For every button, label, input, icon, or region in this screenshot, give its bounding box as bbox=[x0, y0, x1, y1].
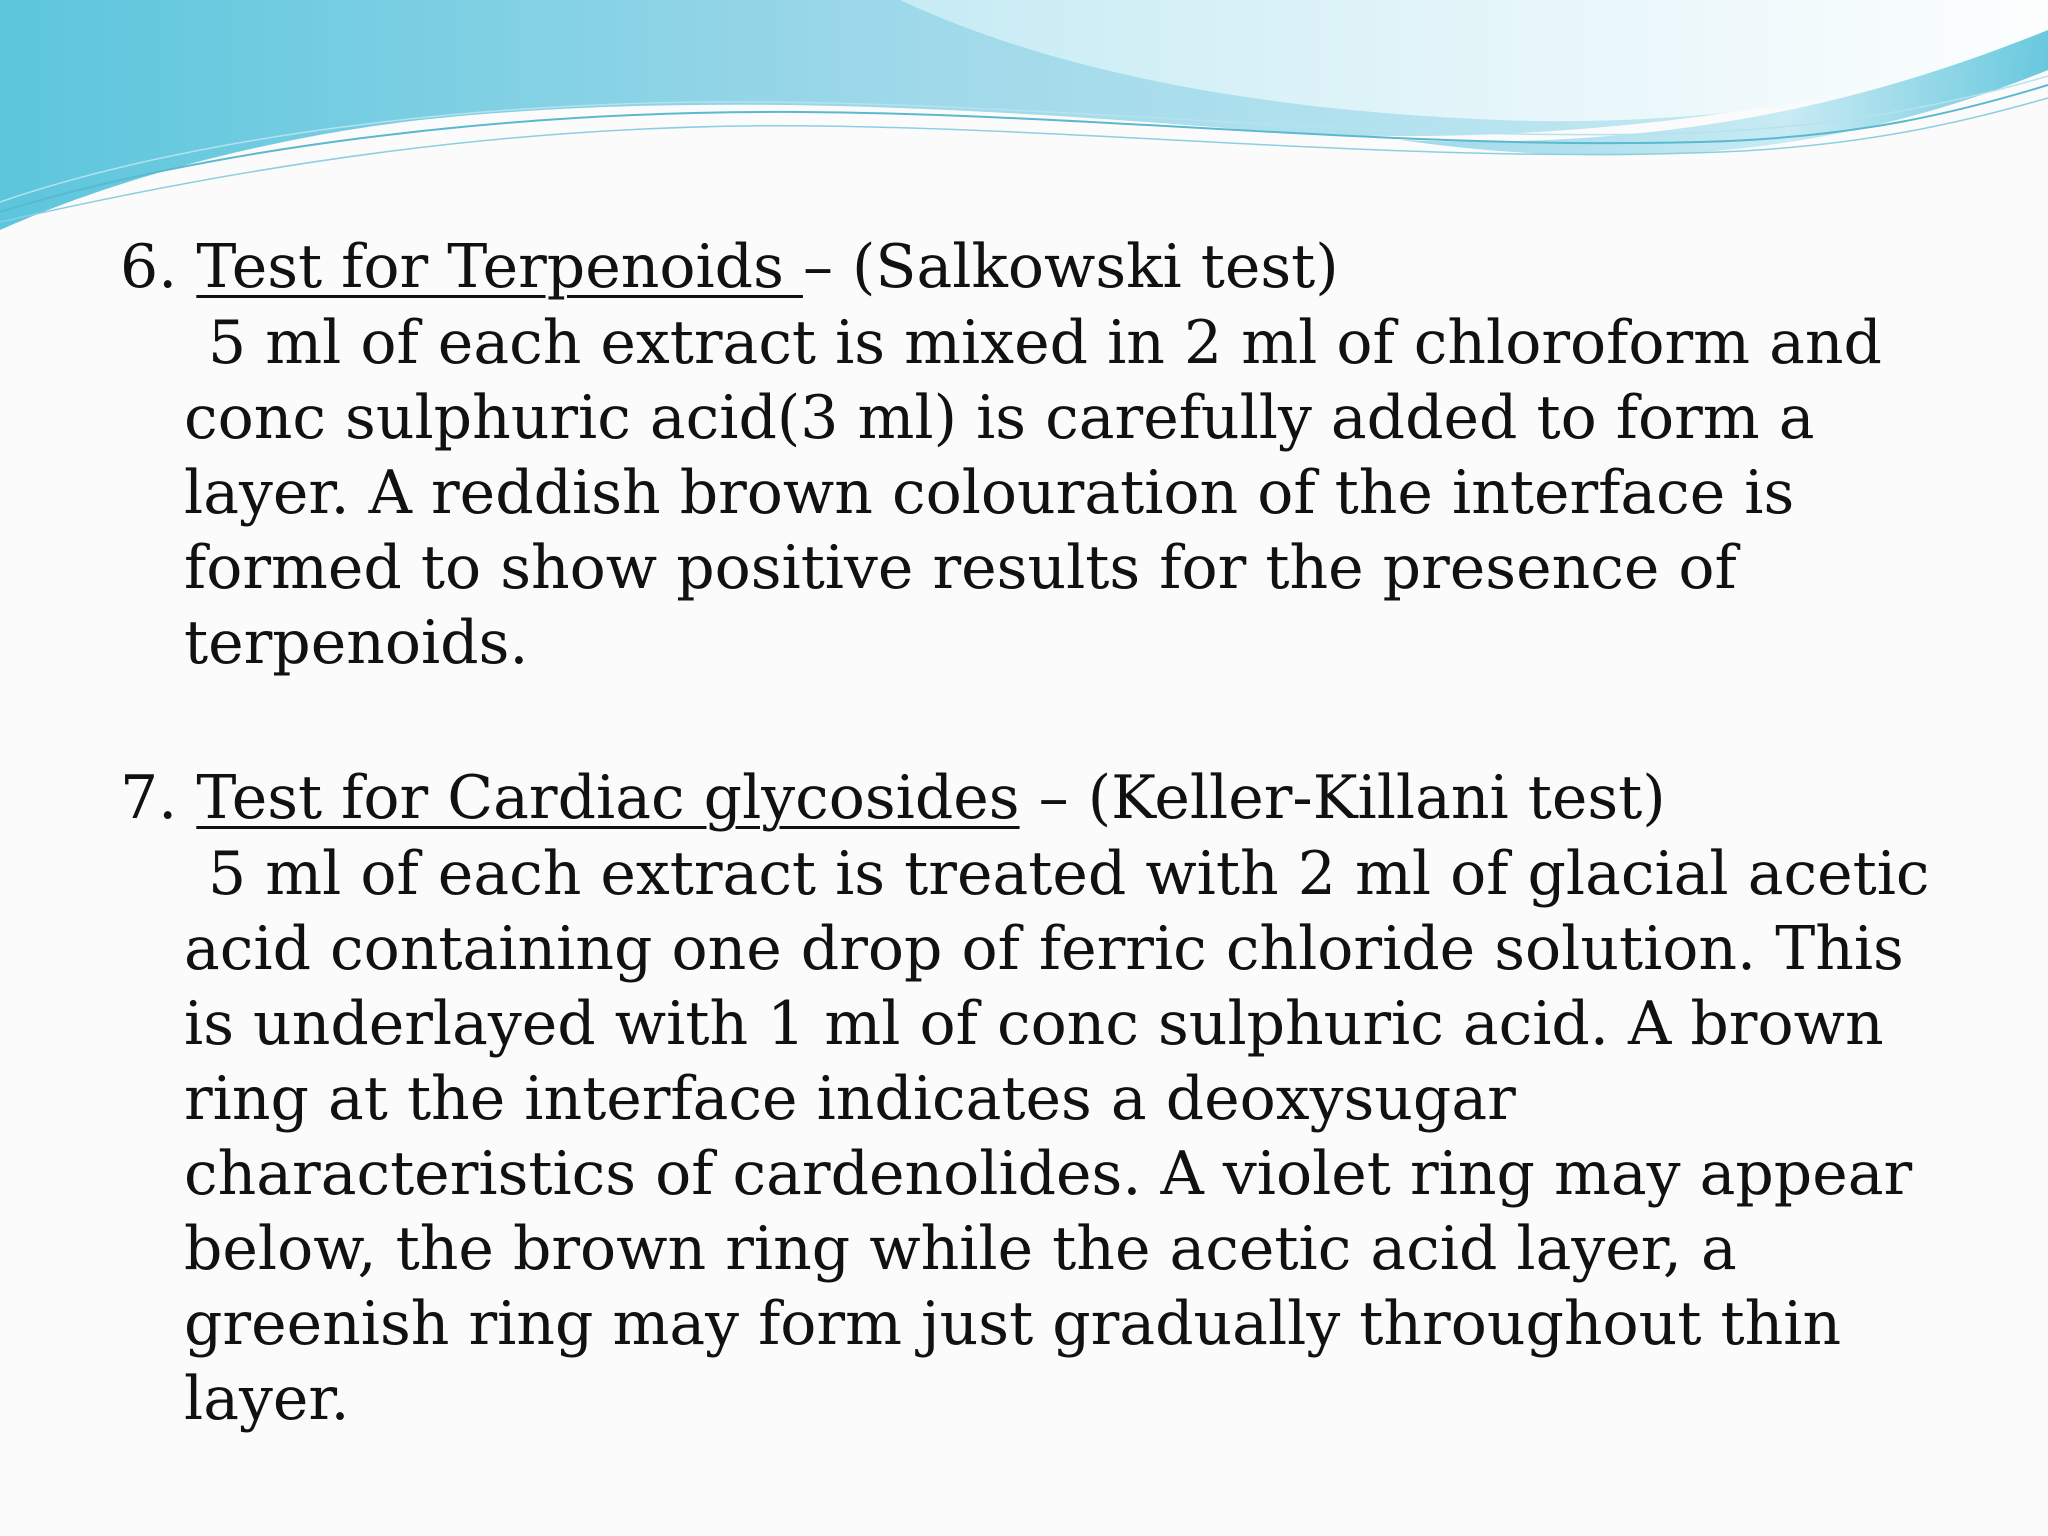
section-number: 7. bbox=[120, 763, 178, 833]
section-body: 5 ml of each extract is treated with 2 ml of glacial acetic acid containing one drop of ferric chloride solution. This is underlayed with 1 ml of conc sulphuric acid. A brown ring at the interface indicates a deoxysugar characteristics of cardenolides. A violet ring may appear below, the brown ring while the acetic acid layer, a greenish ring may form just gradually throughout thin layer. bbox=[184, 839, 1930, 1434]
section-terpenoids bbox=[120, 228, 1940, 681]
section-cardiac-glycosides bbox=[120, 759, 1940, 1437]
section-subtitle: – (Keller-Killani test) bbox=[1019, 763, 1666, 833]
section-heading bbox=[120, 759, 1940, 837]
section-number: 6. bbox=[120, 232, 178, 302]
section-heading bbox=[120, 228, 1940, 306]
section-title: Test for Terpenoids bbox=[196, 232, 803, 302]
header-wave-decoration bbox=[0, 0, 2048, 240]
section-title: Test for Cardiac glycosides bbox=[196, 763, 1020, 833]
slide-content bbox=[120, 228, 1940, 1437]
section-subtitle: – (Salkowski test) bbox=[802, 232, 1339, 302]
section-body: 5 ml of each extract is mixed in 2 ml of chloroform and conc sulphuric acid(3 ml) is carefully added to form a layer. A reddish brown colouration of the interface is formed to show positive results for the presence of terpenoids. bbox=[184, 308, 1882, 678]
